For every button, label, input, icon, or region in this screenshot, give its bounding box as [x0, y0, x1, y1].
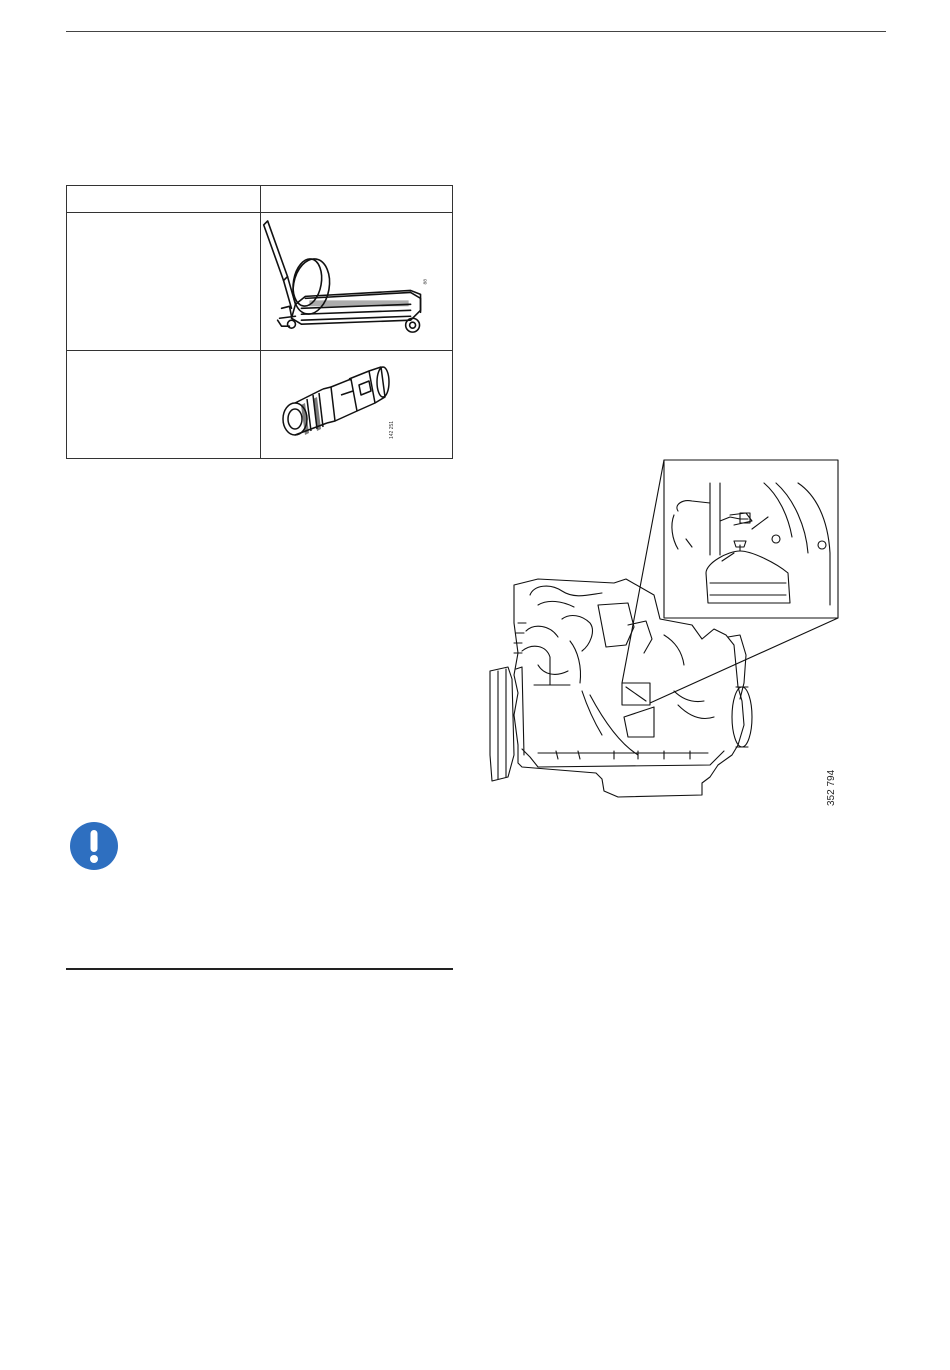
image-id-label: 142 251 — [389, 420, 395, 439]
table-row — [67, 213, 452, 351]
figure-number: 352 794 — [826, 769, 837, 806]
section-rule — [66, 968, 453, 970]
top-rule — [66, 31, 886, 32]
oil-drain-cart-image — [261, 213, 453, 350]
exclamation-icon — [69, 821, 119, 871]
engine-illustration — [478, 455, 858, 825]
tools-table — [66, 185, 453, 459]
table-row — [67, 351, 452, 458]
quick-coupling-image — [261, 351, 453, 458]
image-id-label: 88 — [423, 278, 429, 285]
